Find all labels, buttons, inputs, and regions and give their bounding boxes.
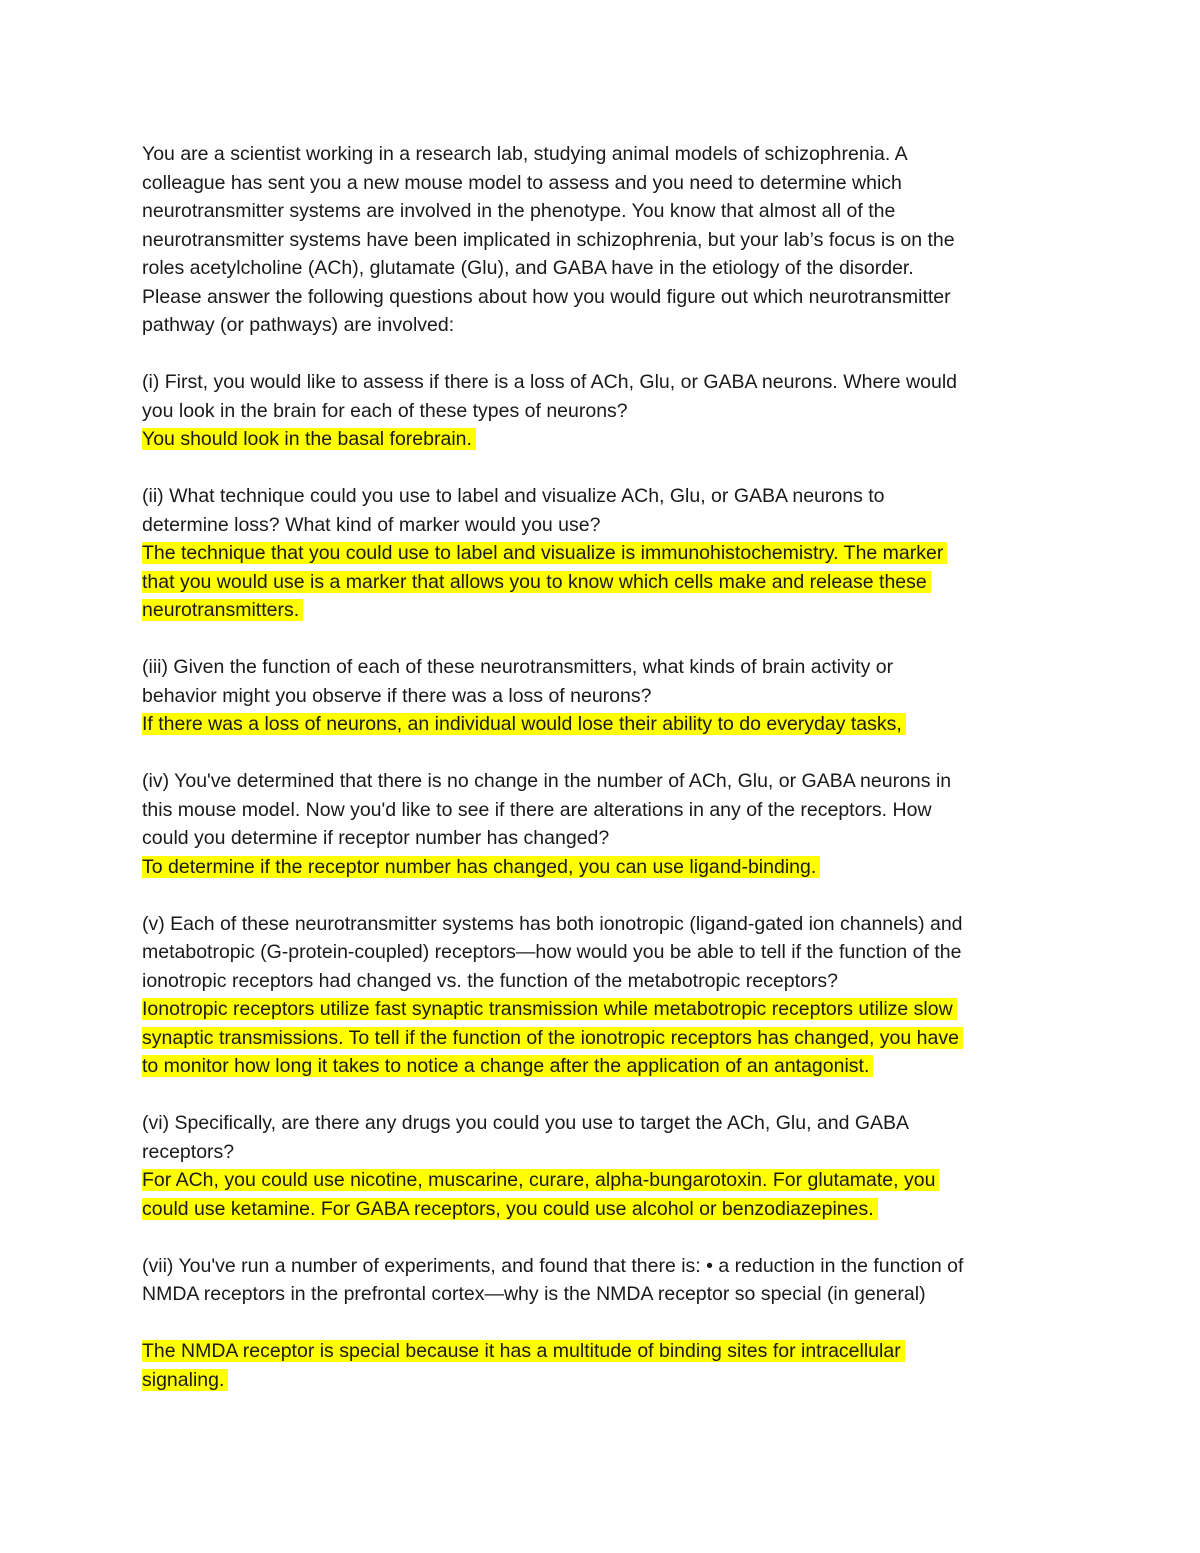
answer-line (142, 1195, 1062, 1224)
intro-line: colleague has sent you a new mouse model to assess and you need to determine which (142, 171, 902, 194)
answer-line (142, 425, 1062, 454)
question-line: behavior might you observe if there was a loss of neurons? (142, 684, 652, 707)
answer-highlight: For ACh, you could use nicotine, muscarine, curare, alpha-bungarotoxin. For glutamate, you (142, 1169, 939, 1191)
intro-line: You are a scientist working in a research lab, studying animal models of schizophrenia. A (142, 143, 908, 165)
answer-highlight: To determine if the receptor number has changed, you can use ligand-binding. (142, 856, 820, 878)
answer-highlight: to monitor how long it takes to notice a change after the application of an antagonist. (142, 1055, 873, 1077)
answer-highlight: Ionotropic receptors utilize fast synaptic transmission while metabotropic receptors utilize slow (142, 998, 957, 1020)
question-block-vi (142, 1109, 1062, 1223)
paragraph-spacer (142, 1309, 1062, 1338)
question-line: this mouse model. Now you'd like to see if there are alterations in any of the receptors. How (142, 798, 932, 821)
question-line: (v) Each of these neurotransmitter systems has both ionotropic (ligand-gated ion channels) and (142, 912, 963, 935)
answer-highlight: could use ketamine. For GABA receptors, you could use alcohol or benzodiazepines. (142, 1198, 878, 1220)
answer-highlight: neurotransmitters. (142, 599, 303, 621)
paragraph-spacer (142, 625, 1062, 654)
question-block-ii (142, 482, 1062, 625)
intro-paragraph (142, 140, 1062, 340)
question-line: (ii) What technique could you use to label and visualize ACh, Glu, or GABA neurons to (142, 485, 885, 507)
question-block-vii (142, 1252, 1062, 1395)
answer-highlight: synaptic transmissions. To tell if the function of the ionotropic receptors has changed, you have (142, 1027, 963, 1049)
question-line: (vi) Specifically, are there any drugs you could you use to target the ACh, Glu, and GABA (142, 1112, 910, 1134)
answer-line (142, 596, 1062, 625)
question-line: metabotropic (G-protein-coupled) receptors—how would you be able to tell if the function of the (142, 941, 962, 963)
question-block-i (142, 368, 1062, 454)
answer-line (142, 995, 1062, 1024)
answer-highlight: The technique that you could use to label and visualize is immunohistochemistry. The marker (142, 542, 947, 564)
intro-line: neurotransmitter systems have been implicated in schizophrenia, but your lab’s focus is on the (142, 228, 955, 251)
answer-line (142, 539, 1062, 568)
paragraph-spacer (142, 1223, 1062, 1252)
question-line: (vii) You've run a number of experiments, and found that there is: • a reduction in the function of (142, 1254, 964, 1277)
answer-line (142, 853, 1062, 882)
paragraph-spacer (142, 881, 1062, 910)
question-block-v (142, 910, 1062, 1081)
question-line: (iv) You've determined that there is no change in the number of ACh, Glu, or GABA neurons in (142, 770, 952, 792)
answer-line (142, 1052, 1062, 1081)
answer-highlight: that you would use is a marker that allows you to know which cells make and release these (142, 571, 931, 593)
intro-line: neurotransmitter systems are involved in the phenotype. You know that almost all of the (142, 200, 896, 222)
paragraph-spacer (142, 454, 1062, 483)
question-block-iii (142, 653, 1062, 739)
question-line: NMDA receptors in the prefrontal cortex—why is the NMDA receptor so special (in general) (142, 1283, 926, 1305)
question-line: could you determine if receptor number has changed? (142, 827, 610, 849)
question-line: (i) First, you would like to assess if there is a loss of ACh, Glu, or GABA neurons. Where would (142, 371, 958, 393)
answer-line (142, 1166, 1062, 1195)
answer-line (142, 1337, 1062, 1366)
answer-line (142, 1024, 1062, 1053)
intro-line: Please answer the following questions about how you would figure out which neurotransmitter (142, 285, 951, 308)
question-line: ionotropic receptors had changed vs. the function of the metabotropic receptors? (142, 969, 838, 992)
answer-line (142, 710, 1062, 739)
paragraph-spacer (142, 1081, 1062, 1110)
answer-highlight: The NMDA receptor is special because it has a multitude of binding sites for intracellular (142, 1340, 905, 1362)
question-line: receptors? (142, 1140, 235, 1163)
question-line: you look in the brain for each of these types of neurons? (142, 399, 628, 422)
question-block-iv (142, 767, 1062, 881)
paragraph-spacer (142, 739, 1062, 768)
answer-highlight: You should look in the basal forebrain. (142, 428, 476, 450)
question-line: determine loss? What kind of marker would you use? (142, 513, 601, 536)
intro-line: pathway (or pathways) are involved: (142, 314, 455, 336)
paragraph-spacer (142, 340, 1062, 369)
answer-line (142, 568, 1062, 597)
answer-highlight: signaling. (142, 1369, 228, 1391)
answer-highlight: If there was a loss of neurons, an individual would lose their ability to do everyday tasks, (142, 713, 906, 735)
document-body (142, 140, 1062, 1394)
question-line: (iii) Given the function of each of these neurotransmitters, what kinds of brain activity or (142, 656, 894, 678)
intro-line: roles acetylcholine (ACh), glutamate (Glu), and GABA have in the etiology of the disorder. (142, 257, 914, 279)
answer-line (142, 1366, 1062, 1395)
